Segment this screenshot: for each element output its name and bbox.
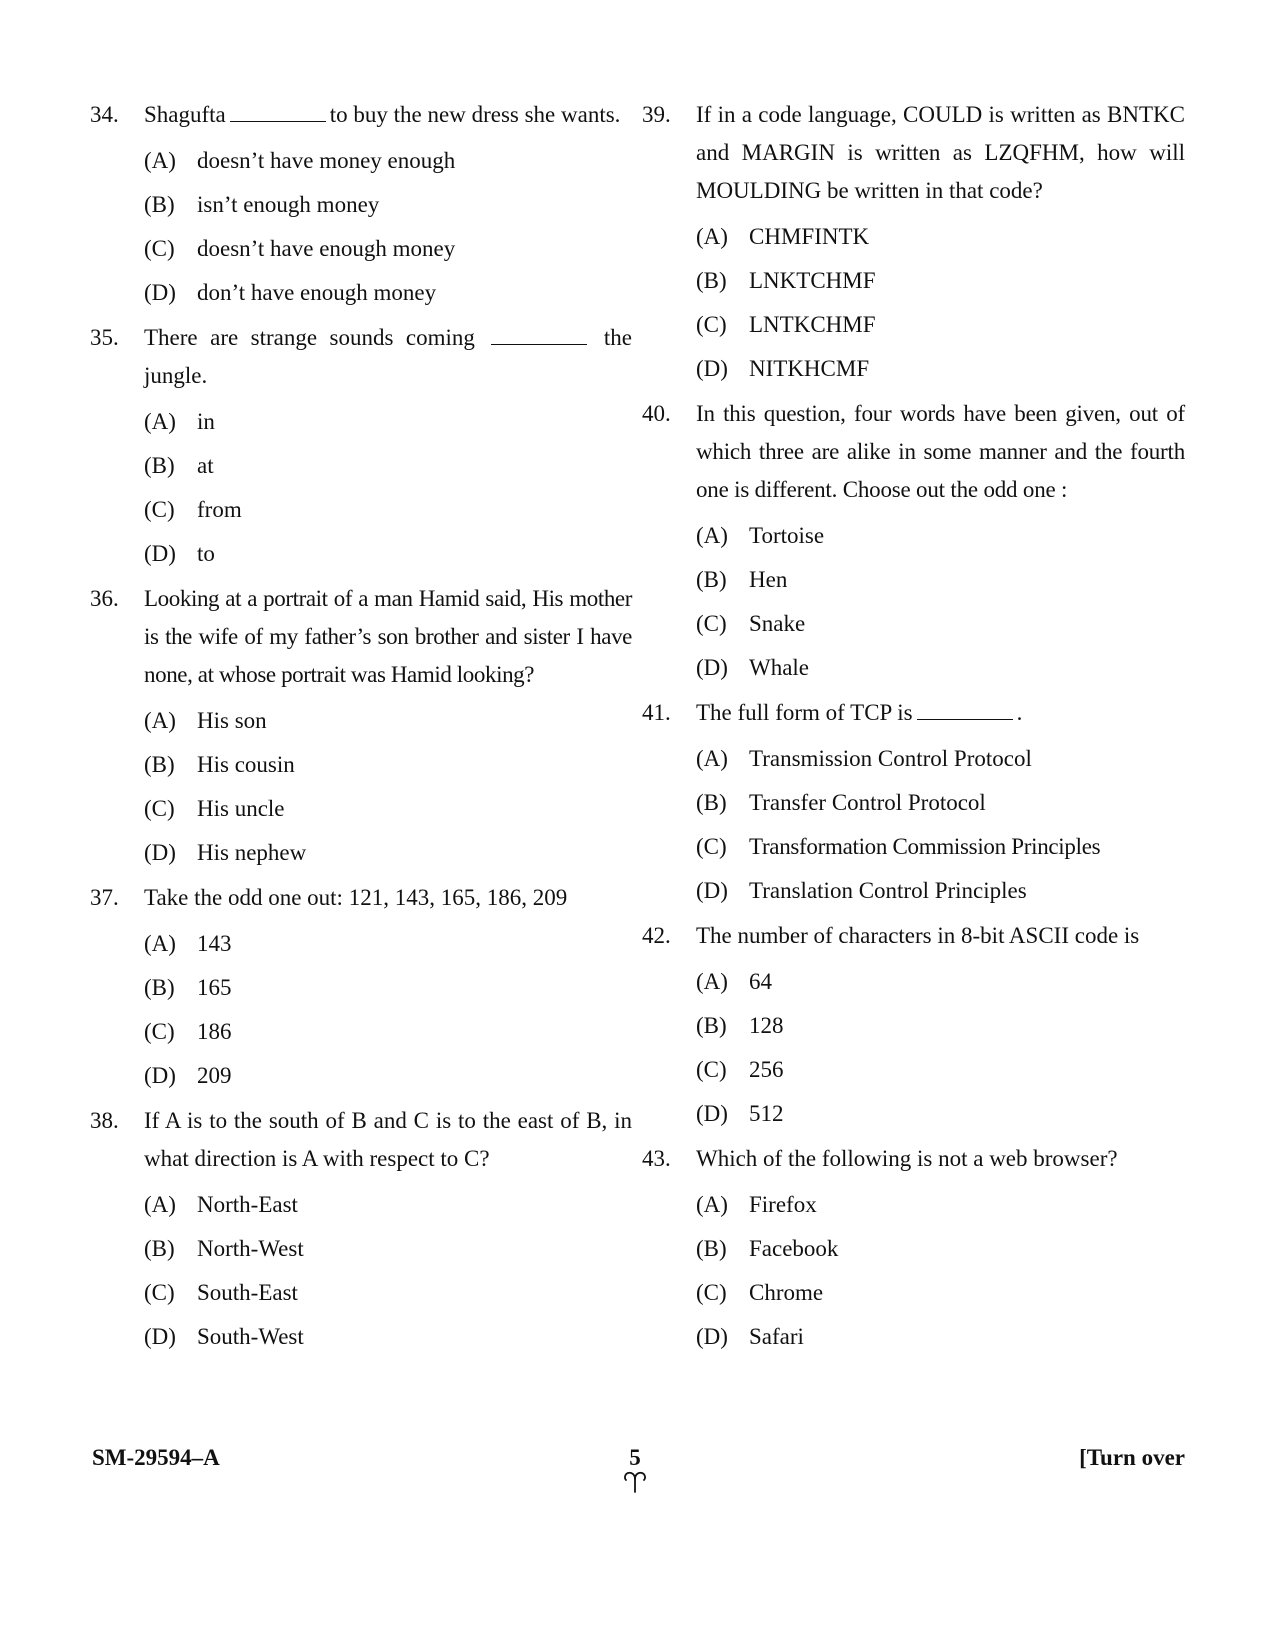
option-b xyxy=(696,781,1185,825)
option-label: (D) xyxy=(144,1324,176,1349)
option-a xyxy=(144,139,632,183)
option-text: Firefox xyxy=(749,1192,817,1217)
option-d xyxy=(144,831,632,875)
option-text: 256 xyxy=(749,1057,784,1082)
option-c xyxy=(144,488,632,532)
option-label: (A) xyxy=(144,708,176,733)
option-text: North-East xyxy=(197,1192,298,1217)
option-a xyxy=(696,1183,1185,1227)
option-c xyxy=(696,303,1185,347)
option-text: to xyxy=(197,541,215,566)
option-text: Facebook xyxy=(749,1236,839,1261)
option-label: (A) xyxy=(144,148,176,173)
question-text-part: . xyxy=(1016,700,1023,725)
option-text: Tortoise xyxy=(749,523,825,548)
question-34 xyxy=(90,96,632,315)
options-list xyxy=(696,514,1185,690)
option-label: (D) xyxy=(696,655,728,680)
option-text: 186 xyxy=(197,1019,232,1044)
option-label: (C) xyxy=(696,611,727,636)
option-text: 143 xyxy=(197,931,232,956)
question-number: 36. xyxy=(90,586,119,611)
option-label: (A) xyxy=(144,409,176,434)
option-text: doesn’t have money enough xyxy=(197,148,456,173)
option-label: (A) xyxy=(144,931,176,956)
option-a xyxy=(144,922,632,966)
question-number: 38. xyxy=(90,1108,119,1133)
page-number: 5 xyxy=(629,1445,641,1470)
option-label: (C) xyxy=(696,1280,727,1305)
question-42 xyxy=(642,917,1185,1136)
option-label: (B) xyxy=(696,268,727,293)
option-a xyxy=(696,514,1185,558)
question-text: If in a code language, COULD is written as BNTKC and MARGIN is written as LZQFHM, how will MOULDING be written in that code? xyxy=(696,102,1185,203)
option-label: (D) xyxy=(696,1101,728,1126)
option-b xyxy=(144,183,632,227)
option-d xyxy=(696,1315,1185,1359)
options-list xyxy=(144,400,632,576)
option-d xyxy=(696,646,1185,690)
option-text: CHMFINTK xyxy=(749,224,870,249)
option-c xyxy=(696,825,1185,869)
options-list xyxy=(696,215,1185,391)
option-label: (C) xyxy=(144,1280,175,1305)
option-text: His cousin xyxy=(197,752,295,777)
options-list xyxy=(144,1183,632,1359)
option-label: (B) xyxy=(696,790,727,815)
option-text: 209 xyxy=(197,1063,232,1088)
turn-over-note: [Turn over xyxy=(1079,1445,1185,1470)
option-text: LNTKCHMF xyxy=(749,312,876,337)
option-text: 64 xyxy=(749,969,772,994)
option-c xyxy=(144,1271,632,1315)
option-b xyxy=(144,444,632,488)
option-b xyxy=(696,259,1185,303)
answer-blank xyxy=(491,324,587,345)
question-text xyxy=(144,96,632,134)
option-a xyxy=(696,215,1185,259)
option-a xyxy=(144,1183,632,1227)
option-label: (D) xyxy=(696,1324,728,1349)
question-40 xyxy=(642,395,1185,690)
question-number: 40. xyxy=(642,401,671,426)
question-text: Which of the following is not a web browser? xyxy=(696,1146,1118,1171)
option-b xyxy=(144,1227,632,1271)
option-text: 128 xyxy=(749,1013,784,1038)
option-text: NITKHCMF xyxy=(749,356,870,381)
option-text: isn’t enough money xyxy=(197,192,380,217)
question-text xyxy=(696,694,1185,732)
option-label: (D) xyxy=(144,280,176,305)
question-text: In this question, four words have been given, out of which three are alike in some manner and the fourth one is different. Choose out the odd one : xyxy=(696,401,1185,502)
question-number: 34. xyxy=(90,102,119,127)
option-label: (D) xyxy=(144,840,176,865)
options-list xyxy=(696,737,1185,913)
question-text-part: The full form of TCP is xyxy=(696,700,913,725)
option-c xyxy=(144,787,632,831)
option-text: Transfer Control Protocol xyxy=(749,790,986,815)
option-text: 512 xyxy=(749,1101,784,1126)
option-text: His uncle xyxy=(197,796,285,821)
paper-code: SM-29594–A xyxy=(92,1445,220,1470)
question-number: 42. xyxy=(642,923,671,948)
option-d xyxy=(696,869,1185,913)
option-d xyxy=(144,532,632,576)
option-label: (B) xyxy=(144,752,175,777)
option-text: Safari xyxy=(749,1324,804,1349)
option-text: His son xyxy=(197,708,267,733)
option-c xyxy=(696,1048,1185,1092)
option-d xyxy=(144,271,632,315)
option-c xyxy=(144,1010,632,1054)
question-text xyxy=(144,319,632,395)
option-label: (B) xyxy=(144,1236,175,1261)
option-text: in xyxy=(197,409,215,434)
question-number: 41. xyxy=(642,700,671,725)
option-label: (B) xyxy=(144,192,175,217)
option-text: LNKTCHMF xyxy=(749,268,876,293)
options-list xyxy=(144,699,632,875)
option-label: (A) xyxy=(144,1192,176,1217)
question-number: 43. xyxy=(642,1146,671,1171)
right-column xyxy=(642,96,1185,1363)
option-label: (A) xyxy=(696,224,728,249)
option-d xyxy=(696,347,1185,391)
option-label: (C) xyxy=(144,497,175,522)
option-b xyxy=(696,1227,1185,1271)
left-column xyxy=(90,96,632,1363)
option-label: (A) xyxy=(696,746,728,771)
option-text: doesn’t have enough money xyxy=(197,236,456,261)
question-37 xyxy=(90,879,632,1098)
option-label: (A) xyxy=(696,1192,728,1217)
option-text: from xyxy=(197,497,242,522)
option-label: (C) xyxy=(144,1019,175,1044)
option-d xyxy=(144,1315,632,1359)
option-b xyxy=(144,966,632,1010)
option-label: (D) xyxy=(144,541,176,566)
option-a xyxy=(144,699,632,743)
question-36 xyxy=(90,580,632,875)
option-a xyxy=(696,737,1185,781)
option-text: Transmission Control Protocol xyxy=(749,746,1032,771)
question-text: Take the odd one out: 121, 143, 165, 186, 209 xyxy=(144,885,568,910)
option-d xyxy=(696,1092,1185,1136)
answer-blank xyxy=(917,699,1013,720)
option-a xyxy=(144,400,632,444)
option-label: (B) xyxy=(696,1013,727,1038)
option-text: Transformation Commission Principles xyxy=(749,834,1101,859)
option-text: His nephew xyxy=(197,840,307,865)
options-list xyxy=(144,922,632,1098)
options-list xyxy=(696,960,1185,1136)
options-list xyxy=(144,139,632,315)
option-b xyxy=(144,743,632,787)
question-text: Looking at a portrait of a man Hamid said, His mother is the wife of my father’s son brother and sister I have none, at whose portrait was Hamid looking? xyxy=(144,586,632,687)
option-c xyxy=(696,1271,1185,1315)
question-text-part: Shagufta xyxy=(144,102,226,127)
option-text: North-West xyxy=(197,1236,304,1261)
option-label: (B) xyxy=(696,1236,727,1261)
option-text: Chrome xyxy=(749,1280,824,1305)
question-number: 37. xyxy=(90,885,119,910)
question-41 xyxy=(642,694,1185,913)
option-c xyxy=(696,602,1185,646)
aries-glyph-icon xyxy=(622,1470,648,1494)
options-list xyxy=(696,1183,1185,1359)
question-38 xyxy=(90,1102,632,1359)
option-label: (B) xyxy=(144,975,175,1000)
option-b xyxy=(696,558,1185,602)
option-text: don’t have enough money xyxy=(197,280,437,305)
option-a xyxy=(696,960,1185,1004)
option-text: South-East xyxy=(197,1280,298,1305)
question-text-part: the jungle. xyxy=(144,325,633,388)
option-label: (C) xyxy=(144,796,175,821)
question-number: 39. xyxy=(642,102,671,127)
question-text-part: There are strange sounds coming xyxy=(144,325,475,350)
option-b xyxy=(696,1004,1185,1048)
option-label: (D) xyxy=(696,878,728,903)
option-label: (A) xyxy=(696,969,728,994)
option-label: (C) xyxy=(144,236,175,261)
option-c xyxy=(144,227,632,271)
option-label: (B) xyxy=(696,567,727,592)
question-35 xyxy=(90,319,632,576)
option-label: (D) xyxy=(144,1063,176,1088)
option-label: (C) xyxy=(696,834,727,859)
question-39 xyxy=(642,96,1185,391)
option-d xyxy=(144,1054,632,1098)
question-43 xyxy=(642,1140,1185,1359)
option-label: (C) xyxy=(696,312,727,337)
question-text: The number of characters in 8-bit ASCII code is xyxy=(696,923,1140,948)
option-text: Snake xyxy=(749,611,806,636)
answer-blank xyxy=(230,101,326,122)
option-label: (A) xyxy=(696,523,728,548)
option-label: (B) xyxy=(144,453,175,478)
option-text: at xyxy=(197,453,214,478)
option-text: Whale xyxy=(749,655,810,680)
question-text: If A is to the south of B and C is to the east of B, in what direction is A with respect to C? xyxy=(144,1108,632,1171)
option-label: (D) xyxy=(696,356,728,381)
option-text: 165 xyxy=(197,975,232,1000)
option-text: Hen xyxy=(749,567,788,592)
option-text: South-West xyxy=(197,1324,304,1349)
question-number: 35. xyxy=(90,325,119,350)
option-text: Translation Control Principles xyxy=(749,878,1027,903)
question-text-part: to buy the new dress she wants. xyxy=(329,102,621,127)
option-label: (C) xyxy=(696,1057,727,1082)
